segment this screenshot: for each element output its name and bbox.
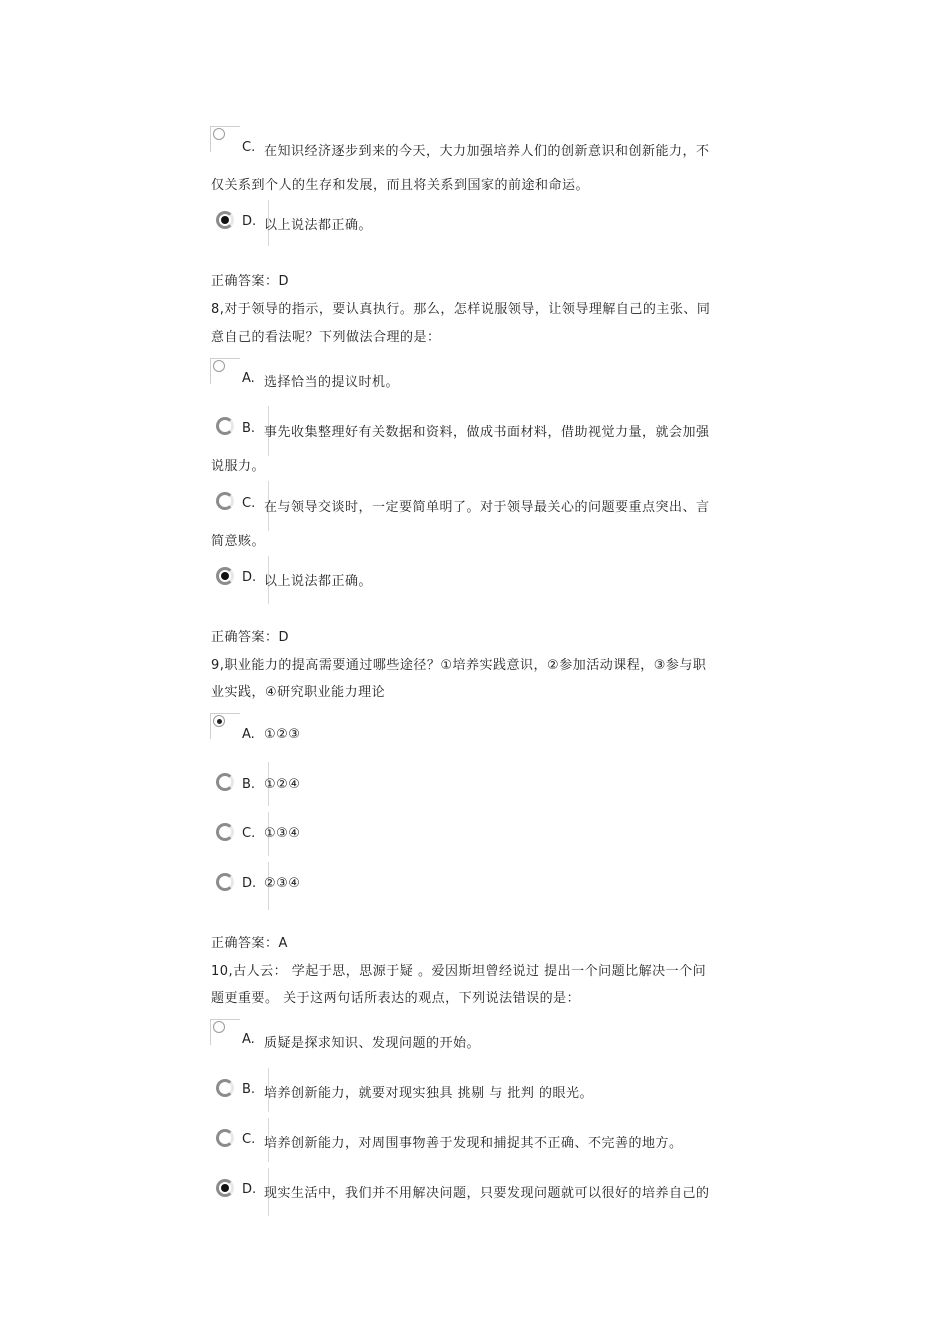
question-text: 8,对于领导的指示，要认真执行。那么，怎样说服领导，让领导理解自己的主张、同: [211, 302, 711, 317]
correct-answer: 正确答案：A: [211, 936, 288, 951]
radio-top-c[interactable]: [210, 126, 236, 154]
option-text: 培养创新能力，对周围事物善于发现和捕捉其不正确、不完善的地方。: [264, 1136, 683, 1151]
option-text: 在与领导交谈时，一定要简单明了。对于领导最关心的问题要重点突出、言: [264, 500, 710, 515]
correct-answer: 正确答案：D: [211, 630, 290, 645]
option-letter: D.: [242, 1182, 257, 1197]
option-text: ①②④: [264, 777, 301, 792]
radio-q9-b[interactable]: [212, 770, 238, 798]
option-text: 以上说法都正确。: [264, 574, 373, 589]
option-letter: B.: [242, 421, 256, 436]
option-text: ①③④: [264, 826, 301, 841]
option-text: 在知识经济逐步到来的今天，大力加强培养人们的创新意识和创新能力，不: [264, 144, 710, 159]
option-letter: C.: [242, 140, 256, 155]
option-letter: D.: [242, 876, 257, 891]
option-letter: C.: [242, 826, 256, 841]
option-letter: A.: [242, 727, 255, 742]
radio-q10-c[interactable]: [212, 1126, 238, 1154]
radio-top-d[interactable]: [212, 208, 238, 236]
option-letter: A.: [242, 371, 255, 386]
radio-q8-d[interactable]: [212, 564, 238, 592]
option-text: 质疑是探求知识、发现问题的开始。: [264, 1036, 481, 1051]
radio-q8-c[interactable]: [212, 489, 238, 517]
radio-q9-a[interactable]: [210, 713, 236, 741]
question-text: 10,古人云： 学起于思，思源于疑 。爱因斯坦曾经说过 提出一个问题比解决一个问: [211, 964, 707, 979]
option-letter: B.: [242, 777, 256, 792]
option-text: 事先收集整理好有关数据和资料，做成书面材料，借助视觉力量，就会加强: [264, 425, 710, 440]
option-text: ①②③: [264, 727, 301, 742]
question-text-cont: 业实践，④研究职业能力理论: [211, 685, 386, 700]
option-text: 选择恰当的提议时机。: [264, 375, 400, 390]
radio-q10-a[interactable]: [210, 1019, 236, 1047]
radio-q10-d[interactable]: [212, 1176, 238, 1204]
option-text-cont: 仅关系到个人的生存和发展，而且将关系到国家的前途和命运。: [211, 178, 590, 193]
option-text: 现实生活中，我们并不用解决问题，只要发现问题就可以很好的培养自己的: [264, 1186, 710, 1201]
option-text: 以上说法都正确。: [264, 218, 373, 233]
option-letter: D.: [242, 570, 257, 585]
question-text: 9,职业能力的提高需要通过哪些途径？①培养实践意识，②参加活动课程，③参与职: [211, 658, 707, 673]
option-letter: C.: [242, 496, 256, 511]
option-letter: B.: [242, 1082, 256, 1097]
option-text-cont: 说服力。: [211, 459, 266, 474]
radio-q10-b[interactable]: [212, 1076, 238, 1104]
radio-q9-d[interactable]: [212, 870, 238, 898]
option-text: ②③④: [264, 876, 301, 891]
radio-q8-b[interactable]: [212, 414, 238, 442]
question-text-cont: 题更重要。 关于这两句话所表达的观点，下列说法错误的是：: [211, 991, 581, 1006]
option-letter: C.: [242, 1132, 256, 1147]
option-text: 培养创新能力，就要对现实独具 挑剔 与 批判 的眼光。: [264, 1086, 594, 1101]
radio-q9-c[interactable]: [212, 820, 238, 848]
question-text-cont: 意自己的看法呢？下列做法合理的是：: [211, 330, 441, 345]
option-letter: A.: [242, 1032, 255, 1047]
option-letter: D.: [242, 214, 257, 229]
option-text-cont: 简意赅。: [211, 534, 266, 549]
radio-q8-a[interactable]: [210, 358, 236, 386]
correct-answer: 正确答案：D: [211, 274, 290, 289]
